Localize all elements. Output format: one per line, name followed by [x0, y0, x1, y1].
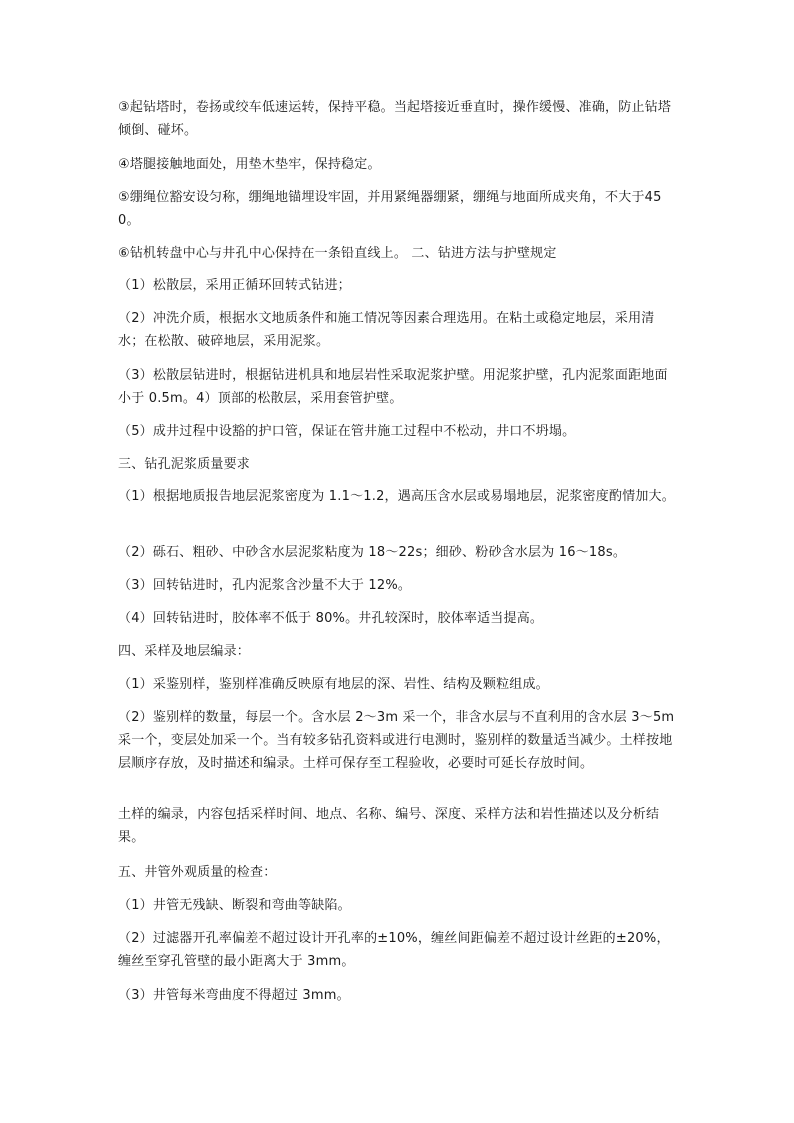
paragraph-loose-layer: （1）松散层，采用正循环回转式钻进； — [118, 278, 351, 293]
paragraph-identification-sample: （1）采鉴别样，鉴别样准确反映原有地层的深、岩性、结构及颗粒组成。 — [118, 677, 549, 692]
paragraph-pipe-bending: （3）井管每米弯曲度不得超过 3mm。 — [118, 988, 350, 1003]
paragraph-turntable-center: ⑥钻机转盘中心与井孔中心保持在一条铅直线上。 二、钻进方法与护壁规定 — [118, 246, 557, 261]
paragraph-guy-ropes: ⑤绷绳位豁安设匀称，绷绳地锚埋设牢固，并用紧绳器绷紧，绷绳与地面所成夹角，不大于450。 — [118, 190, 662, 228]
paragraph-colloid-rate: （4）回转钻进时，胶体率不低于 80%。井孔较深时，胶体率适当提高。 — [118, 611, 544, 626]
paragraph-sand-content: （3）回转钻进时，孔内泥浆含沙量不大于 12%。 — [118, 578, 412, 593]
paragraph-derrick-raising: ③起钻塔时，卷扬或绞车低速运转，保持平稳。当起塔接近垂直时，操作缓慢、准确，防止钻塔倾倒、碰坏。 — [118, 100, 672, 138]
paragraph-wellhead-pipe: （5）成井过程中设豁的护口管，保证在管井施工过程中不松动，井口不坍塌。 — [118, 424, 576, 439]
paragraph-soil-sample-logging: 土样的编录，内容包括采样时间、地点、名称、编号、深度、采样方法和岩性描述以及分析结果。 — [118, 807, 660, 845]
paragraph-pipe-defects: （1）井管无残缺、断裂和弯曲等缺陷。 — [118, 898, 351, 913]
paragraph-mud-wall-protection: （3）松散层钻进时，根据钻进机具和地层岩性采取泥浆护壁。用泥浆护壁，孔内泥浆面距地面小于 0.5m。4）顶部的松散层，采用套管护壁。 — [118, 368, 668, 406]
paragraph-tower-legs: ④塔腿接触地面处，用垫木垫牢，保持稳定。 — [118, 157, 381, 172]
paragraph-mud-density: （1）根据地质报告地层泥浆密度为 1.1～1.2，遇高压含水层或易塌地层，泥浆密度酌情加大。 — [118, 489, 675, 504]
section-heading-mud-quality: 三、钻孔泥浆质量要求 — [118, 457, 251, 472]
paragraph-sample-quantity: （2）鉴别样的数量，每层一个。含水层 2～3m 采一个，非含水层与不直利用的含水层 3～5m 采一个，变层处加采一个。当有较多钻孔资料或进行电测时，鉴别样的数量适当减少。土样按地层顺序存放，及时描述和编录。土样可保存至工程验收，必要时可延长存放时间。 — [118, 710, 675, 771]
paragraph-flushing-medium: （2）冲洗介质，根据水文地质条件和施工情况等因素合理选用。在粘土或稳定地层，采用清水；在松散、破碎地层，采用泥浆。 — [118, 311, 655, 349]
section-heading-pipe-inspection: 五、井管外观质量的检查： — [118, 865, 277, 880]
section-heading-sampling: 四、采样及地层编录： — [118, 644, 251, 659]
paragraph-filter-open-rate: （2）过滤器开孔率偏差不超过设计开孔率的±10%，缠丝间距偏差不超过设计丝距的±20%，缠丝至穿孔管壁的最小距离大于 3mm。 — [118, 931, 670, 969]
paragraph-mud-viscosity: （2）砾石、粗砂、中砂含水层泥浆粘度为 18～22s；细砂、粉砂含水层为 16～18s。 — [118, 545, 627, 560]
